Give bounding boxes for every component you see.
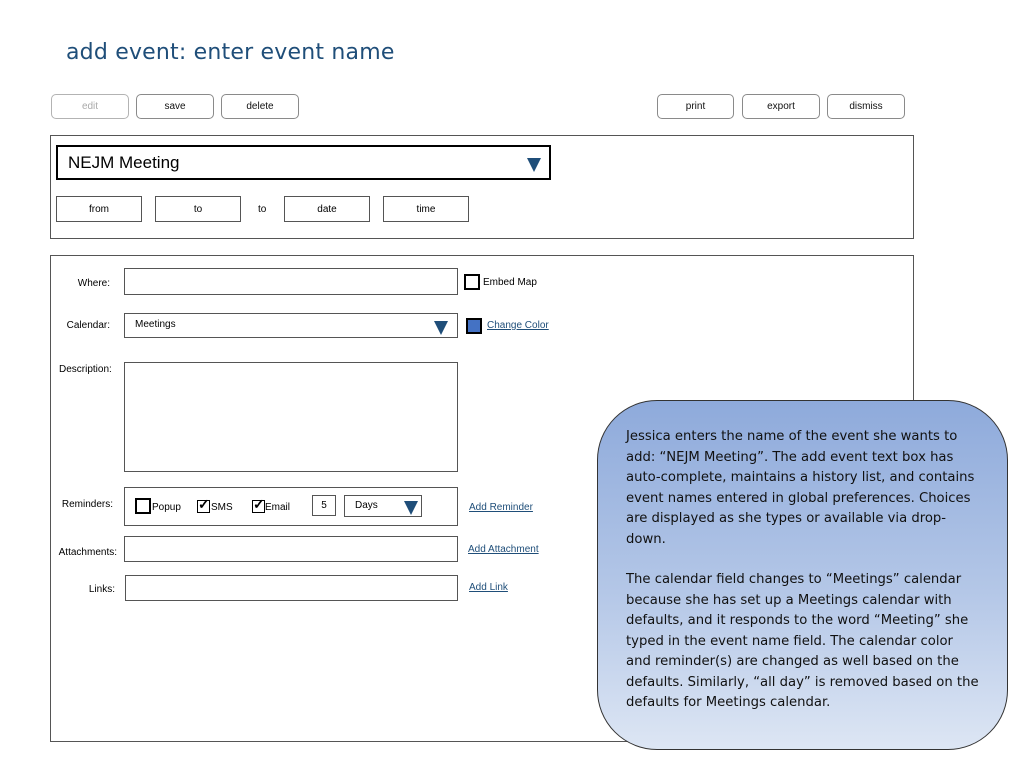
email-label: Email xyxy=(265,502,291,513)
email-checkbox[interactable] xyxy=(252,496,265,513)
calendar-value: Meetings xyxy=(135,319,176,330)
where-input[interactable] xyxy=(124,268,458,295)
attachments-label: Attachments: xyxy=(58,547,117,558)
from-field[interactable]: from xyxy=(56,196,142,222)
annotation-callout xyxy=(597,400,1008,750)
calendar-label: Calendar: xyxy=(66,320,110,331)
popup-checkbox[interactable] xyxy=(135,498,151,514)
date-field[interactable]: date xyxy=(284,196,370,222)
chevron-down-icon[interactable] xyxy=(527,158,541,172)
calendar-color-swatch[interactable] xyxy=(466,318,482,334)
chevron-down-icon[interactable] xyxy=(434,321,448,335)
description-label: Description: xyxy=(59,364,112,375)
checkmark-icon: ✓ xyxy=(198,496,210,512)
popup-label: Popup xyxy=(152,502,181,513)
links-input[interactable] xyxy=(125,575,458,601)
annotation-paragraph: Jessica enters the name of the event she wants to add: “NEJM Meeting”. The add event text box has auto-complete, maintains a history list, and contains event names entered in global preferences. Choices are displayed as she types or available via drop-down. xyxy=(626,429,975,547)
sms-label: SMS xyxy=(211,502,233,513)
reminder-unit-value: Days xyxy=(355,500,378,511)
reminder-unit-select[interactable] xyxy=(344,495,422,517)
embed-map-label: Embed Map xyxy=(483,277,537,288)
save-button[interactable]: save xyxy=(136,94,214,119)
calendar-select[interactable] xyxy=(124,313,458,338)
add-reminder-link[interactable]: Add Reminder xyxy=(469,502,533,513)
attachments-input[interactable] xyxy=(124,536,458,562)
event-name-combobox[interactable] xyxy=(56,145,551,180)
add-attachment-link[interactable]: Add Attachment xyxy=(468,544,539,555)
where-label: Where: xyxy=(77,278,110,289)
change-color-link[interactable]: Change Color xyxy=(487,320,549,331)
edit-button[interactable]: edit xyxy=(51,94,129,119)
checkmark-icon: ✓ xyxy=(253,496,265,512)
annotation-paragraph: The calendar field changes to “Meetings” calendar because she has set up a Meetings calendar with defaults, and it responds to the word “Meeting” she typed in the event name field. The calendar color and reminder(s) are changed as well based on the defaults. Similarly, “all day” is removed based on the defaults for Meetings calendar. xyxy=(626,572,979,710)
delete-button[interactable]: delete xyxy=(221,94,299,119)
sms-checkbox[interactable] xyxy=(197,496,210,513)
to-separator: to xyxy=(258,204,267,215)
reminder-amount-input[interactable]: 5 xyxy=(312,495,336,516)
dismiss-button[interactable]: dismiss xyxy=(827,94,905,119)
export-button[interactable]: export xyxy=(742,94,820,119)
reminders-label: Reminders: xyxy=(61,499,113,510)
to-field[interactable]: to xyxy=(155,196,241,222)
page-title: add event: enter event name xyxy=(66,40,395,65)
description-textarea[interactable] xyxy=(124,362,458,472)
embed-map-checkbox[interactable] xyxy=(464,274,480,290)
add-link-link[interactable]: Add Link xyxy=(469,582,508,593)
chevron-down-icon[interactable] xyxy=(404,501,418,515)
print-button[interactable]: print xyxy=(657,94,734,119)
event-name-value: NEJM Meeting xyxy=(68,153,180,172)
links-label: Links: xyxy=(88,584,115,595)
time-field[interactable]: time xyxy=(383,196,469,222)
